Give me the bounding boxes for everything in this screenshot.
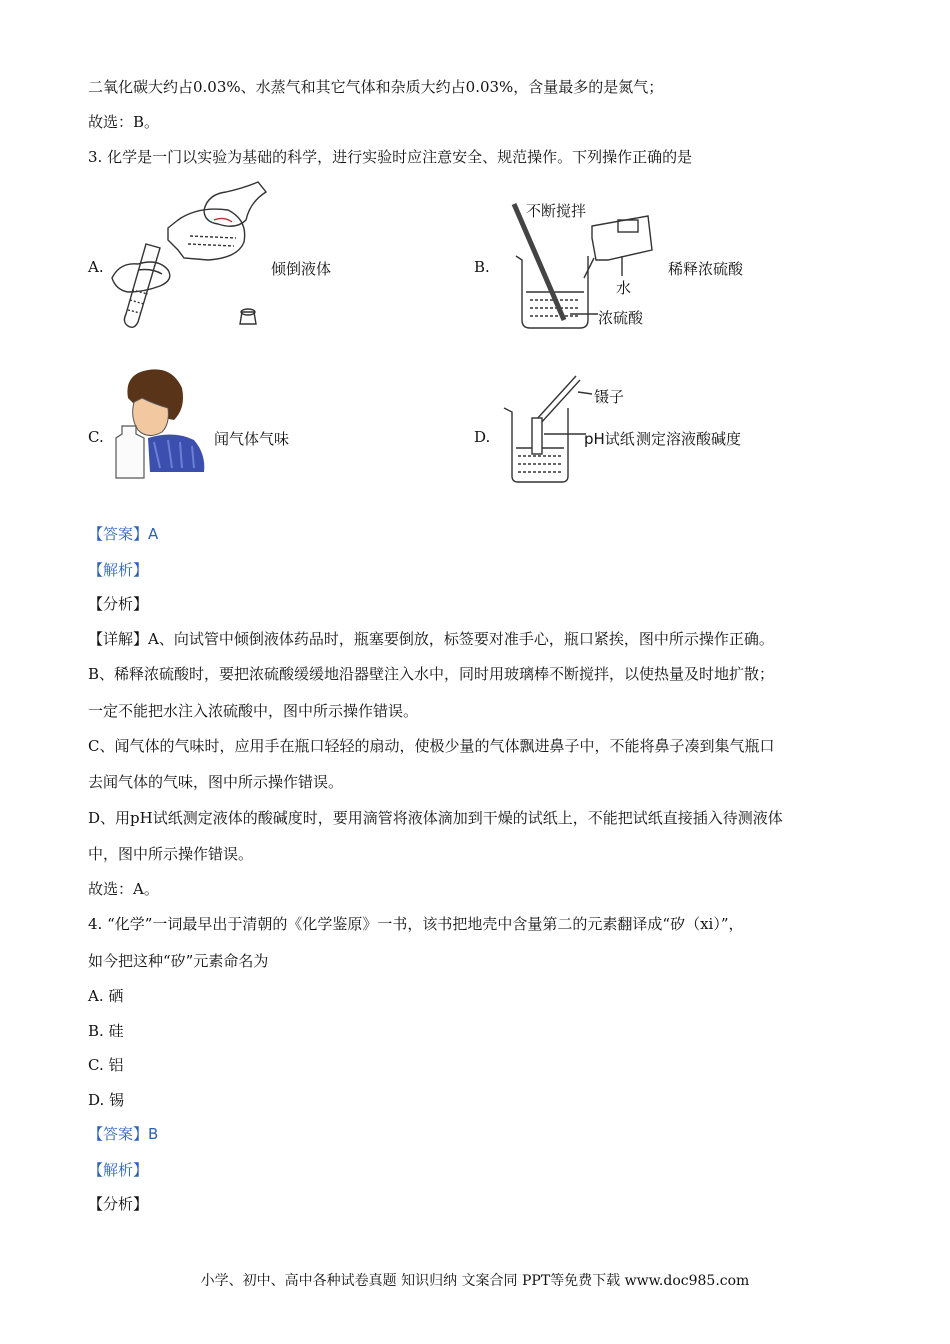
answer-3 (88, 524, 158, 544)
analysis-tag: 【解析】 (88, 1161, 149, 1179)
option-b-caption: 稀释浓硫酸 (668, 260, 744, 278)
page-footer: 小学、初中、高中各种试卷真题 知识归纳 文案合同 PPT等免费下载 www.doc985.com (200, 1273, 750, 1289)
analysis-tag: 【解析】 (88, 561, 149, 579)
detail-line: 一定不能把水注入浓硫酸中，图中所示操作错误。 (88, 702, 419, 720)
text-line: 二氧化碳大约占0.03%、水蒸气和其它气体和杂质大约占0.03%，含量最多的是氮气； (88, 78, 664, 96)
detail-line: B、稀释浓硫酸时，要把浓硫酸缓缓地沿器壁注入水中，同时用玻璃棒不断搅拌，以使热量及时地扩散； (88, 665, 775, 683)
option-d-caption: 测定溶液酸碱度 (636, 430, 742, 448)
fenxi-tag: 【分析】 (88, 1195, 149, 1213)
option-d-letter: D. (474, 428, 491, 446)
detail-line: 中，图中所示操作错误。 (88, 845, 254, 863)
option-c-letter: C. (88, 428, 104, 446)
detail-line: C、闻气体的气味时，应用手在瓶口轻轻的扇动，使极少量的气体飘进鼻子中，不能将鼻子凑到集气瓶口 (88, 737, 775, 755)
acid-label: 浓硫酸 (598, 309, 644, 327)
text-line: 故选：B。 (88, 113, 160, 131)
question-3: 3. 化学是一门以实验为基础的科学，进行实验时应注意安全、规范操作。下列操作正确的是 (88, 148, 693, 166)
fenxi-tag: 【分析】 (88, 595, 149, 613)
option-b-letter: B. (474, 258, 490, 276)
pouring-liquid-illustration (108, 180, 278, 330)
q4-option-a: A. 硒 (88, 987, 124, 1005)
ph-paper-label: pH试纸 (584, 430, 635, 448)
stir-label: 不断搅拌 (526, 202, 587, 220)
water-label: 水 (616, 279, 632, 297)
detail-line: 【详解】A、向试管中倾倒液体药品时，瓶塞要倒放，标签要对准手心，瓶口紧挨，图中所示操作正确。 (88, 630, 774, 648)
detail-line: 去闻气体的气味，图中所示操作错误。 (88, 773, 344, 791)
smelling-gas-illustration (114, 368, 210, 480)
option-c-caption: 闻气体气味 (214, 430, 290, 448)
q4-option-d: D. 锡 (88, 1091, 125, 1109)
question-4: 4. “化学”一词最早出于清朝的《化学鉴原》一书，该书把地壳中含量第二的元素翻译成“矽（xi）”， (88, 915, 744, 933)
detail-line: D、用pH试纸测定液体的酸碱度时，要用滴管将液体滴加到干燥的试纸上，不能把试纸直接插入待测液体 (88, 809, 783, 827)
answer-tag: 【答案】 (88, 1125, 149, 1143)
answer-value: A (148, 525, 159, 543)
option-a-caption: 倾倒液体 (271, 260, 332, 278)
answer-tag: 【答案】 (88, 525, 149, 543)
answer-value: B (148, 1125, 159, 1143)
tweezers-label: 镊子 (594, 388, 625, 406)
q4-option-b: B. 硅 (88, 1022, 124, 1040)
question-4-cont: 如今把这种“矽”元素命名为 (88, 952, 269, 970)
option-a-letter: A. (88, 258, 104, 276)
answer-4 (88, 1124, 158, 1144)
q4-option-c: C. 铝 (88, 1056, 124, 1074)
detail-line: 故选：A。 (88, 880, 159, 898)
